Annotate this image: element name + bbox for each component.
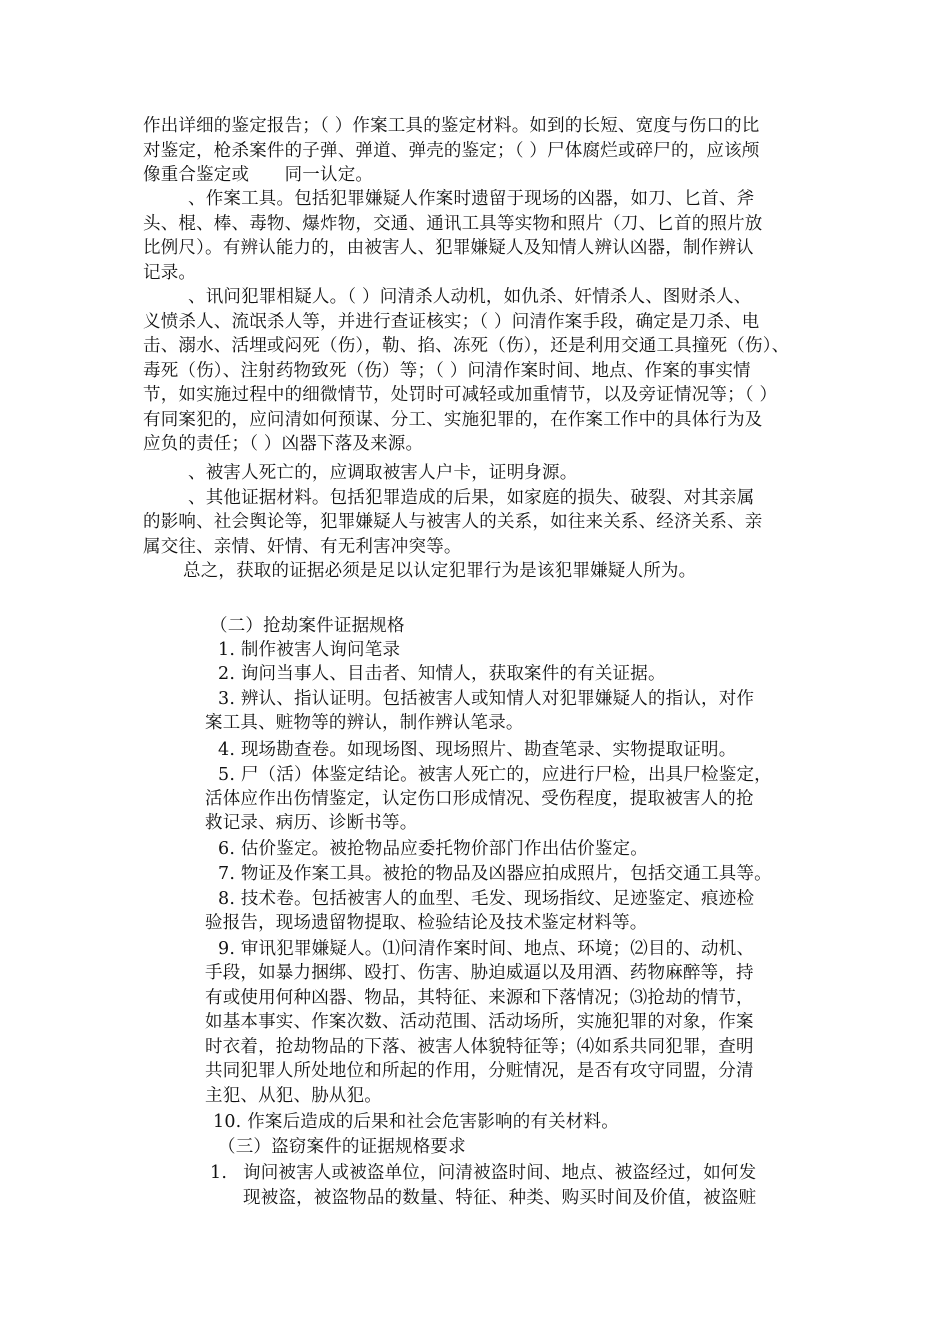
text-line: 、被害人死亡的，应调取被害人户卡，证明身源。 [188, 463, 578, 483]
text-line: 有或使用何种凶器、物品，其特征、来源和下落情况；⑶抢劫的情节， [205, 988, 754, 1008]
text-line: 手段，如暴力捆绑、殴打、伤害、胁迫威逼以及用酒、药物麻醉等，持 [205, 963, 754, 983]
section-heading: （三）盗窃案件的证据规格要求 [218, 1137, 466, 1157]
list-item: 5. 尸（活）体鉴定结论。被害人死亡的，应进行尸检，出具尸检鉴定， [218, 765, 772, 785]
list-item: 9. 审讯犯罪嫌疑人。⑴问清作案时间、地点、环境；⑵目的、动机、 [218, 939, 755, 959]
text-line: 案工具、赃物等的辨认，制作辨认笔录。 [205, 713, 524, 733]
text-line: 活体应作出伤情鉴定，认定伤口形成情况、受伤程度，提取被害人的抢 [205, 789, 754, 809]
list-item: 7. 物证及作案工具。被抢的物品及凶器应拍成照片，包括交通工具等。 [218, 864, 772, 884]
text-line: 作出详细的鉴定报告；（ ）作案工具的鉴定材料。如到的长短、宽度与伤口的比 [143, 116, 760, 136]
text-line: 有同案犯的，应问清如何预谋、分工、实施犯罪的，在作案工作中的具体行为及 [143, 410, 763, 430]
section-heading: （二）抢劫案件证据规格 [210, 616, 405, 636]
list-item: 3. 辨认、指认证明。包括被害人或知情人对犯罪嫌疑人的指认，对作 [218, 689, 755, 709]
text-line: 、讯问犯罪相疑人。（ ）问清杀人动机，如仇杀、奸情杀人、图财杀人、 [188, 287, 752, 307]
text-line: 验报告，现场遗留物提取、检验结论及技术鉴定材料等。 [205, 913, 648, 933]
list-item: 2. 询问当事人、目击者、知情人，获取案件的有关证据。 [218, 664, 666, 684]
list-item: 4. 现场勘查卷。如现场图、现场照片、勘查笔录、实物提取证明。 [218, 740, 737, 760]
text-line: 比例尺）。有辨认能力的，由被害人、犯罪嫌疑人及知情人辨认凶器，制作辨认 [143, 238, 754, 258]
list-item: 6. 估价鉴定。被抢物品应委托物价部门作出估价鉴定。 [218, 839, 648, 859]
text-line: 、其他证据材料。包括犯罪造成的后果，如家庭的损失、破裂、对其亲属 [188, 488, 755, 508]
text-line: 记录。 [143, 263, 197, 283]
list-item: 1. 制作被害人询问笔录 [218, 640, 401, 660]
text-line: 的影响、社会舆论等，犯罪嫌疑人与被害人的关系，如往来关系、经济关系、亲 [143, 512, 763, 532]
text-line: 救记录、病历、诊断书等。 [205, 813, 418, 833]
text-line: 毒死（伤）、注射药物致死（伤）等；（ ）问清作案时间、地点、作案的事实情 [143, 361, 751, 381]
list-item: 询问被害人或被盗单位，问清被盗时间、地点、被盗经过，如何发 [243, 1163, 757, 1183]
text-line: 现被盗，被盗物品的数量、特征、种类、购买时间及价值，被盗赃 [243, 1188, 757, 1208]
text-line: 共同犯罪人所处地位和所起的作用，分赃情况，是否有攻守同盟，分清 [205, 1061, 754, 1081]
text-line: 总之，获取的证据必须是足以认定犯罪行为是该犯罪嫌疑人所为。 [183, 561, 697, 581]
list-item: 8. 技术卷。包括被害人的血型、毛发、现场指纹、足迹鉴定、痕迹检 [218, 889, 755, 909]
text-line: 对鉴定，枪杀案件的子弹、弹道、弹壳的鉴定；（ ）尸体腐烂或碎尸的，应该颅 [143, 141, 760, 161]
text-line: 应负的责任；（ ）凶器下落及来源。 [143, 434, 424, 454]
text-line: 主犯、从犯、胁从犯。 [205, 1086, 382, 1106]
list-item: 10. 作案后造成的后果和社会危害影响的有关材料。 [213, 1112, 619, 1132]
text-line: 头、棍、棒、毒物、爆炸物，交通、通讯工具等实物和照片（刀、匕首的照片放 [143, 214, 763, 234]
list-item-number: 1. [210, 1163, 228, 1183]
text-line: 义愤杀人、流氓杀人等，并进行查证核实；（ ）问清作案手段，确定是刀杀、电 [143, 312, 760, 332]
text-line: 像重合鉴定或 同一认定。 [143, 165, 374, 185]
text-line: 如基本事实、作案次数、活动范围、活动场所，实施犯罪的对象，作案 [205, 1012, 754, 1032]
text-line: 击、溺水、活埋或闷死（伤），勒、掐、冻死（伤），还是利用交通工具撞死（伤）、 [143, 336, 790, 356]
text-line: 节，如实施过程中的细微情节，处罚时可减轻或加重情节，以及旁证情况等；（ ） [143, 385, 778, 405]
text-line: 时衣着，抢劫物品的下落、被害人体貌特征等；⑷如系共同犯罪，查明 [205, 1037, 754, 1057]
text-line: 属交往、亲情、奸情、有无利害冲突等。 [143, 537, 462, 557]
text-line: 、作案工具。包括犯罪嫌疑人作案时遗留于现场的凶器，如刀、匕首、斧 [188, 189, 755, 209]
